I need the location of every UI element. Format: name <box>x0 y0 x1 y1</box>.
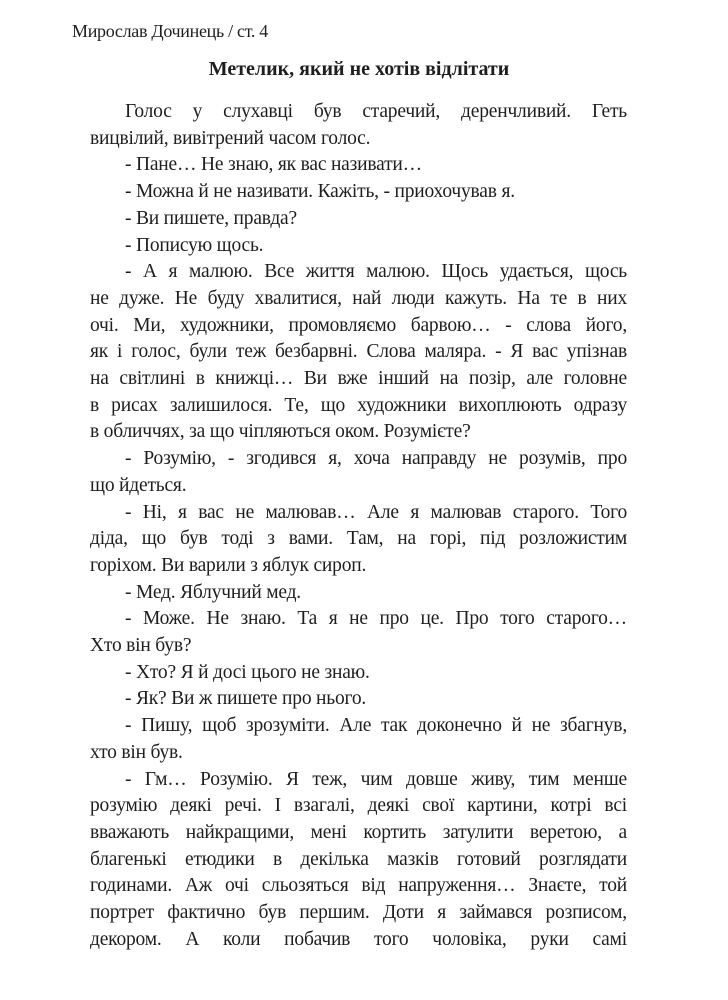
chapter-title <box>0 58 728 81</box>
text-line: на світлині в книжці… Ви вже інший на позір, але головне <box>90 368 627 389</box>
text-line: як і голос, були теж безбарвні. Слова маляра. - Я вас упізнав <box>90 341 627 363</box>
text-line: розумію деякі речі. І взагалі, деякі свої картини, котрі всі <box>90 795 627 817</box>
text-line: - Ні, я вас не малював… Але я малював старого. Того <box>125 501 627 523</box>
running-header: Мирослав Дочинець / ст. 4 <box>72 21 269 41</box>
text-line: - А я малюю. Все життя малюю. Щось удається, щось <box>125 261 627 283</box>
text-line: - Може. Не знаю. Та я не про це. Про того старого… <box>125 608 627 630</box>
text-line: годинами. Аж очі сльозяться від напруження… Знаєте, той <box>90 875 627 897</box>
text-line: в рисах залишилося. Те, що художники вихоплюють одразу <box>90 394 627 416</box>
text-line: портрет фактично був першим. Доти я займався розписом, <box>90 902 627 923</box>
text-line: горіхом. Ви варили з яблук сироп. <box>90 554 367 576</box>
text-line: декором. А коли побачив того чоловіка, руки самі <box>90 928 627 950</box>
text-line: - Ви пишете, правда? <box>125 207 297 229</box>
chapter-title-text: Метелик, який не хотів відлітати <box>208 58 510 80</box>
text-line: діда, що був тоді з вами. Там, на горі, під розложистим <box>90 528 627 550</box>
text-line: - Розумію, - згодився я, хоча направду не розумів, про <box>125 448 627 470</box>
text-line: вицвілий, вивітрений часом голос. <box>90 127 371 149</box>
text-line: благенькі етюдики в декілька мазків готовий розглядати <box>90 848 627 870</box>
text-line: - Мед. Яблучний мед. <box>125 581 301 603</box>
text-line: вважають найкращими, мені кортить затулити веретою, а <box>90 821 627 843</box>
text-line: очі. Ми, художники, промовляємо барвою… - слова його, <box>90 314 627 336</box>
text-line: Хто він був? <box>90 635 192 656</box>
text-line: в обличчях, за що чіпляються оком. Розумієте? <box>90 421 471 443</box>
text-line: - Пишу, щоб зрозуміти. Але так доконечно й не збагнув, <box>125 715 627 737</box>
text-line: не дуже. Не буду хвалитися, най люди кажуть. На те в них <box>90 287 627 309</box>
text-line: Голос у слухавці був старечий, деренчливий. Геть <box>125 101 627 122</box>
text-line: - Гм… Розумію. Я теж, чим довше живу, тим менше <box>125 768 627 790</box>
text-line: - Як? Ви ж пишете про нього. <box>125 688 367 710</box>
text-line: - Пописую щось. <box>125 234 264 256</box>
text-line: - Пане… Не знаю, як вас називати… <box>125 154 422 176</box>
text-line: що йдеться. <box>90 474 187 496</box>
text-line: - Можна й не називати. Кажіть, - приохочував я. <box>125 181 515 203</box>
text-line: - Хто? Я й досі цього не знаю. <box>125 661 370 683</box>
text-line: хто він був. <box>90 741 183 763</box>
